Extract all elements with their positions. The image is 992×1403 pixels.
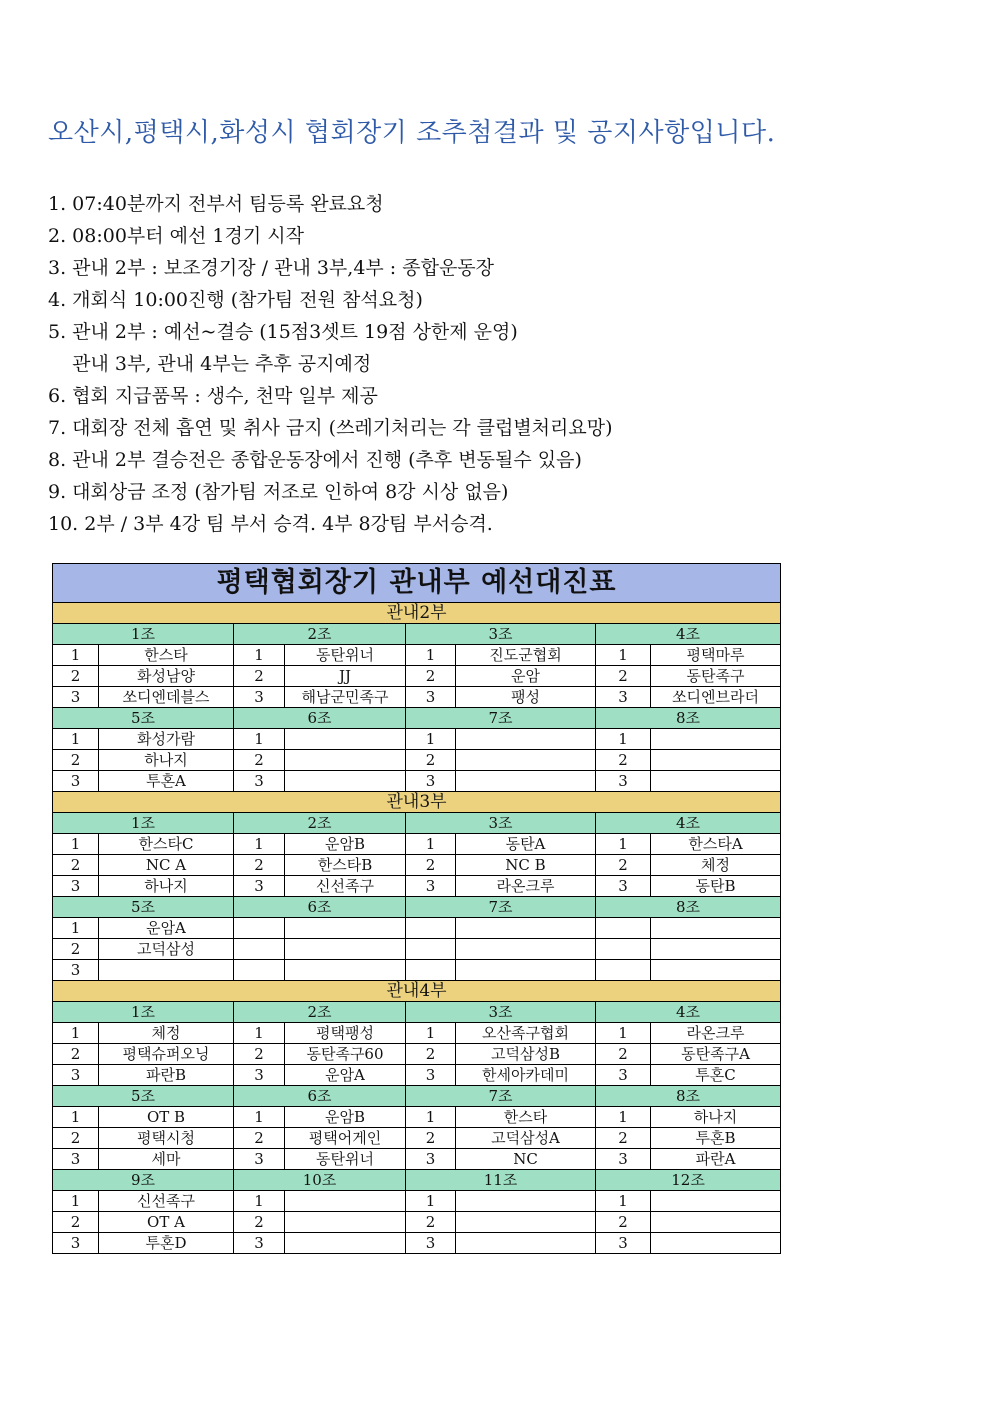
seed-number — [596, 960, 651, 981]
team-name — [651, 1233, 781, 1254]
seed-number: 2 — [234, 750, 285, 771]
team-name: JJ — [285, 666, 406, 687]
seed-number: 3 — [234, 687, 285, 708]
group-header: 6조 — [234, 1086, 406, 1107]
team-name: 라온크루 — [651, 1023, 781, 1044]
team-name: NC B — [456, 855, 596, 876]
bracket-body — [53, 564, 781, 1254]
seed-number: 3 — [406, 1149, 456, 1170]
team-name: 투혼A — [99, 771, 234, 792]
group-header: 4조 — [596, 624, 781, 645]
team-name — [285, 750, 406, 771]
seed-number: 3 — [234, 876, 285, 897]
seed-number: 2 — [596, 750, 651, 771]
group-header: 4조 — [596, 1002, 781, 1023]
seed-number: 2 — [234, 1212, 285, 1233]
table-row — [53, 1212, 781, 1233]
seed-number — [234, 960, 285, 981]
seed-number: 3 — [406, 687, 456, 708]
group-header: 6조 — [234, 897, 406, 918]
team-name — [456, 960, 596, 981]
seed-number: 3 — [596, 1149, 651, 1170]
team-name — [651, 1212, 781, 1233]
notice-item: 10. 2부 / 3부 4강 팀 부서 승격. 4부 8강팀 부서승격. — [48, 513, 493, 535]
seed-number: 2 — [406, 1044, 456, 1065]
team-name — [285, 1233, 406, 1254]
seed-number: 3 — [596, 876, 651, 897]
group-header: 6조 — [234, 708, 406, 729]
team-name: 동탄족구 — [651, 666, 781, 687]
seed-number: 2 — [406, 750, 456, 771]
team-name: 체정 — [99, 1023, 234, 1044]
team-name: 파란B — [99, 1065, 234, 1086]
seed-number: 1 — [406, 834, 456, 855]
seed-number — [406, 960, 456, 981]
team-name: 투혼B — [651, 1128, 781, 1149]
group-header: 2조 — [234, 813, 406, 834]
team-name: 세마 — [99, 1149, 234, 1170]
team-name — [651, 771, 781, 792]
team-name: 동탄족구A — [651, 1044, 781, 1065]
bracket-title: 평택협회장기 관내부 예선대진표 — [53, 564, 781, 603]
table-row — [53, 771, 781, 792]
table-row — [53, 918, 781, 939]
team-name — [285, 918, 406, 939]
group-header: 8조 — [596, 708, 781, 729]
seed-number: 3 — [234, 1065, 285, 1086]
table-row — [53, 834, 781, 855]
seed-number: 3 — [596, 687, 651, 708]
seed-number: 1 — [596, 1023, 651, 1044]
notice-item: 관내 3부, 관내 4부는 추후 공지예정 — [48, 353, 372, 375]
group-header: 1조 — [53, 1002, 234, 1023]
seed-number: 3 — [53, 960, 99, 981]
team-name — [99, 960, 234, 981]
team-name — [651, 918, 781, 939]
seed-number: 2 — [406, 1212, 456, 1233]
group-header: 2조 — [234, 624, 406, 645]
team-name: 해남군민족구 — [285, 687, 406, 708]
group-header-row — [53, 708, 781, 729]
table-row — [53, 645, 781, 666]
group-header: 5조 — [53, 708, 234, 729]
notice-item: 2. 08:00부터 예선 1경기 시작 — [48, 225, 304, 247]
table-row — [53, 1044, 781, 1065]
team-name: 쏘디엔데블스 — [99, 687, 234, 708]
table-row — [53, 876, 781, 897]
seed-number: 2 — [53, 1044, 99, 1065]
seed-number: 3 — [406, 1233, 456, 1254]
section-header: 관내3부 — [53, 792, 781, 813]
group-header: 7조 — [406, 1086, 596, 1107]
team-name: 동탄B — [651, 876, 781, 897]
seed-number: 1 — [53, 1191, 99, 1212]
team-name — [456, 1233, 596, 1254]
notice-item: 5. 관내 2부 : 예선~결승 (15점3셋트 19점 상한제 운영) — [48, 321, 518, 343]
seed-number: 1 — [53, 645, 99, 666]
team-name: 평택어게인 — [285, 1128, 406, 1149]
group-header-row — [53, 1002, 781, 1023]
notice-list — [48, 188, 613, 540]
team-name: 하나지 — [99, 750, 234, 771]
notice-item: 6. 협회 지급품목 : 생수, 천막 일부 제공 — [48, 385, 378, 407]
seed-number: 1 — [53, 1107, 99, 1128]
seed-number: 2 — [596, 1212, 651, 1233]
team-name: 화성남양 — [99, 666, 234, 687]
team-name — [285, 771, 406, 792]
seed-number: 2 — [53, 939, 99, 960]
seed-number: 3 — [53, 1149, 99, 1170]
seed-number: 3 — [596, 1065, 651, 1086]
team-name: OT B — [99, 1107, 234, 1128]
group-header: 1조 — [53, 624, 234, 645]
team-name: 평택마루 — [651, 645, 781, 666]
notice-item: 1. 07:40분까지 전부서 팀등록 완료요청 — [48, 193, 384, 215]
seed-number: 1 — [406, 1191, 456, 1212]
group-header: 3조 — [406, 1002, 596, 1023]
team-name: 한스타 — [456, 1107, 596, 1128]
team-name: 고덕삼성B — [456, 1044, 596, 1065]
team-name: 운암A — [285, 1065, 406, 1086]
seed-number: 3 — [234, 1149, 285, 1170]
section-header-row — [53, 981, 781, 1002]
team-name: 체정 — [651, 855, 781, 876]
seed-number — [596, 939, 651, 960]
group-header: 4조 — [596, 813, 781, 834]
team-name: 파란A — [651, 1149, 781, 1170]
seed-number: 2 — [234, 855, 285, 876]
notice-item: 3. 관내 2부 : 보조경기장 / 관내 3부,4부 : 종합운동장 — [48, 257, 495, 279]
table-row — [53, 1149, 781, 1170]
table-row — [53, 666, 781, 687]
team-name: 한스타 — [99, 645, 234, 666]
table-row — [53, 1233, 781, 1254]
team-name — [651, 729, 781, 750]
team-name: 투혼C — [651, 1065, 781, 1086]
team-name: 동탄위너 — [285, 645, 406, 666]
seed-number: 3 — [234, 771, 285, 792]
table-row — [53, 1107, 781, 1128]
seed-number: 2 — [596, 666, 651, 687]
team-name: 동탄위너 — [285, 1149, 406, 1170]
seed-number: 3 — [596, 771, 651, 792]
table-row — [53, 855, 781, 876]
table-row — [53, 750, 781, 771]
team-name: 오산족구협회 — [456, 1023, 596, 1044]
table-row — [53, 1191, 781, 1212]
table-row — [53, 1065, 781, 1086]
team-name: 운암 — [456, 666, 596, 687]
section-header-row — [53, 792, 781, 813]
seed-number: 2 — [234, 666, 285, 687]
seed-number — [406, 918, 456, 939]
group-header: 9조 — [53, 1170, 234, 1191]
team-name — [456, 750, 596, 771]
seed-number — [234, 918, 285, 939]
group-header: 10조 — [234, 1170, 406, 1191]
team-name: 운암B — [285, 1107, 406, 1128]
seed-number: 1 — [53, 1023, 99, 1044]
seed-number: 2 — [596, 1044, 651, 1065]
team-name: 운암A — [99, 918, 234, 939]
team-name — [456, 729, 596, 750]
team-name: 평택팽성 — [285, 1023, 406, 1044]
section-header-row — [53, 603, 781, 624]
seed-number: 3 — [406, 771, 456, 792]
seed-number: 2 — [234, 1128, 285, 1149]
team-name: 하나지 — [651, 1107, 781, 1128]
seed-number: 3 — [53, 1233, 99, 1254]
seed-number: 1 — [234, 1191, 285, 1212]
table-row — [53, 687, 781, 708]
team-name: 투혼D — [99, 1233, 234, 1254]
team-name: 고덕삼성A — [456, 1128, 596, 1149]
notice-item: 4. 개회식 10:00진행 (참가팀 전원 참석요청) — [48, 289, 423, 311]
notice-item: 7. 대회장 전체 흡연 및 취사 금지 (쓰레기처리는 각 클럽별처리요망) — [48, 417, 613, 439]
bracket-title-row — [53, 564, 781, 603]
seed-number: 2 — [53, 1128, 99, 1149]
team-name: 한세아카데미 — [456, 1065, 596, 1086]
group-header-row — [53, 624, 781, 645]
bracket-table — [52, 563, 781, 1254]
team-name: 고덕삼성 — [99, 939, 234, 960]
table-row — [53, 1023, 781, 1044]
seed-number: 1 — [53, 918, 99, 939]
team-name: 팽성 — [456, 687, 596, 708]
seed-number: 3 — [596, 1233, 651, 1254]
seed-number: 3 — [53, 687, 99, 708]
group-header: 3조 — [406, 813, 596, 834]
team-name — [651, 1191, 781, 1212]
team-name: NC A — [99, 855, 234, 876]
seed-number — [406, 939, 456, 960]
team-name: 한스타C — [99, 834, 234, 855]
team-name — [285, 960, 406, 981]
seed-number: 3 — [234, 1233, 285, 1254]
seed-number — [596, 918, 651, 939]
seed-number: 3 — [53, 1065, 99, 1086]
team-name — [456, 1212, 596, 1233]
seed-number: 2 — [406, 855, 456, 876]
group-header: 7조 — [406, 897, 596, 918]
group-header-row — [53, 897, 781, 918]
group-header: 8조 — [596, 897, 781, 918]
notice-item: 8. 관내 2부 결승전은 종합운동장에서 진행 (추후 변동될수 있음) — [48, 449, 582, 471]
section-header: 관내4부 — [53, 981, 781, 1002]
team-name — [651, 939, 781, 960]
seed-number: 2 — [596, 1128, 651, 1149]
team-name: 한스타A — [651, 834, 781, 855]
notice-item: 9. 대회상금 조정 (참가팀 저조로 인하여 8강 시상 없음) — [48, 481, 509, 503]
team-name — [285, 1191, 406, 1212]
group-header-row — [53, 1086, 781, 1107]
seed-number: 1 — [234, 1107, 285, 1128]
seed-number: 1 — [596, 1107, 651, 1128]
seed-number: 1 — [596, 645, 651, 666]
group-header: 5조 — [53, 1086, 234, 1107]
group-header-row — [53, 813, 781, 834]
seed-number: 3 — [406, 876, 456, 897]
group-header: 12조 — [596, 1170, 781, 1191]
seed-number: 2 — [53, 1212, 99, 1233]
group-header: 1조 — [53, 813, 234, 834]
seed-number: 1 — [406, 729, 456, 750]
team-name — [285, 1212, 406, 1233]
team-name — [651, 750, 781, 771]
team-name: 한스타B — [285, 855, 406, 876]
seed-number: 1 — [234, 1023, 285, 1044]
seed-number: 1 — [406, 1107, 456, 1128]
team-name — [285, 939, 406, 960]
seed-number: 3 — [53, 876, 99, 897]
team-name: NC — [456, 1149, 596, 1170]
team-name — [651, 960, 781, 981]
team-name — [285, 729, 406, 750]
section-header: 관내2부 — [53, 603, 781, 624]
team-name: 신선족구 — [99, 1191, 234, 1212]
group-header: 7조 — [406, 708, 596, 729]
seed-number: 2 — [53, 750, 99, 771]
seed-number: 1 — [234, 834, 285, 855]
seed-number: 3 — [53, 771, 99, 792]
seed-number: 1 — [596, 1191, 651, 1212]
team-name: 하나지 — [99, 876, 234, 897]
seed-number: 1 — [406, 1023, 456, 1044]
seed-number: 1 — [53, 729, 99, 750]
seed-number: 1 — [234, 645, 285, 666]
group-header-row — [53, 1170, 781, 1191]
group-header: 11조 — [406, 1170, 596, 1191]
team-name: 라온크루 — [456, 876, 596, 897]
team-name — [456, 771, 596, 792]
seed-number: 2 — [596, 855, 651, 876]
team-name: 평택슈퍼오닝 — [99, 1044, 234, 1065]
team-name: 동탄족구60 — [285, 1044, 406, 1065]
team-name: 평택시청 — [99, 1128, 234, 1149]
table-row — [53, 729, 781, 750]
seed-number — [234, 939, 285, 960]
group-header: 2조 — [234, 1002, 406, 1023]
seed-number: 1 — [596, 729, 651, 750]
seed-number: 1 — [406, 645, 456, 666]
group-header: 5조 — [53, 897, 234, 918]
team-name — [456, 918, 596, 939]
team-name — [456, 939, 596, 960]
seed-number: 1 — [53, 834, 99, 855]
seed-number: 2 — [234, 1044, 285, 1065]
table-row — [53, 1128, 781, 1149]
team-name: OT A — [99, 1212, 234, 1233]
table-row — [53, 960, 781, 981]
team-name — [456, 1191, 596, 1212]
table-row — [53, 939, 781, 960]
team-name: 화성가람 — [99, 729, 234, 750]
group-header: 8조 — [596, 1086, 781, 1107]
seed-number: 2 — [53, 666, 99, 687]
seed-number: 1 — [596, 834, 651, 855]
page-heading: 오산시,평택시,화성시 협회장기 조추첨결과 및 공지사항입니다. — [48, 118, 776, 148]
team-name: 동탄A — [456, 834, 596, 855]
team-name: 쏘디엔브라더 — [651, 687, 781, 708]
seed-number: 2 — [406, 666, 456, 687]
team-name: 신선족구 — [285, 876, 406, 897]
seed-number: 2 — [53, 855, 99, 876]
seed-number: 2 — [406, 1128, 456, 1149]
seed-number: 1 — [234, 729, 285, 750]
team-name: 진도군협회 — [456, 645, 596, 666]
team-name: 운암B — [285, 834, 406, 855]
group-header: 3조 — [406, 624, 596, 645]
seed-number: 3 — [406, 1065, 456, 1086]
